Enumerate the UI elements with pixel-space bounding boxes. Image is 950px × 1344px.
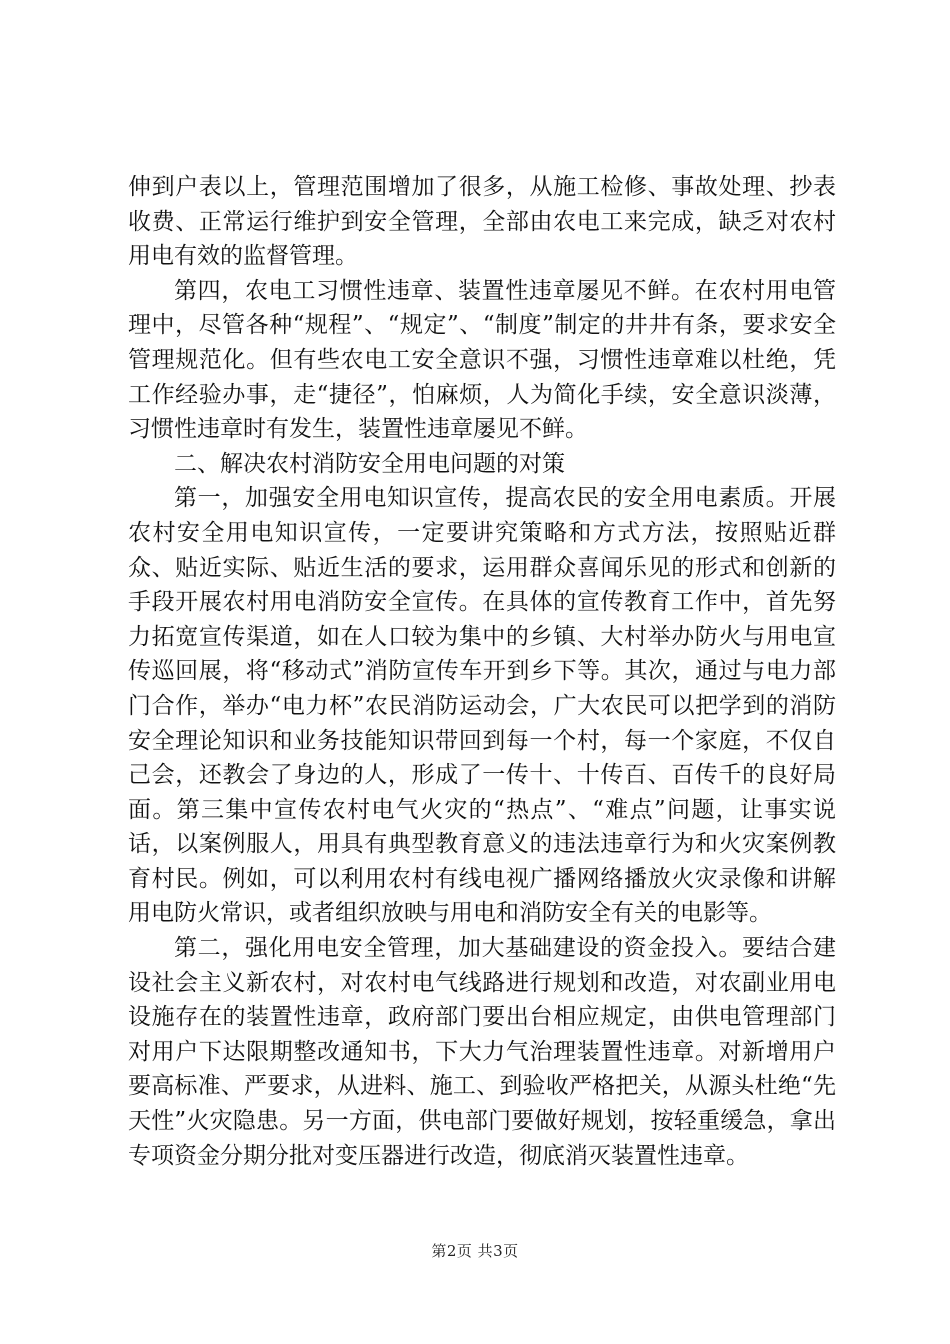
paragraph-first-measure: 第一，加强安全用电知识宣传，提高农民的安全用电素质。开展农村安全用电知识宣传，一定要讲究策略和方式方法，按照贴近群众、贴近实际、贴近生活的要求，运用群众喜闻乐见的形式和创新的手段开展农村用电消防安全宣传。在具体的宣传教育工作中，首先努力拓宽宣传渠道，如在人口较为集中的乡镇、大村举办防火与用电宣传巡回展，将“移动式”消防宣传车开到乡下等。其次，通过与电力部门合作，举办“电力杯”农民消防运动会，广大农民可以把学到的消防安全理论知识和业务技能知识带回到每一个村，每一个家庭，不仅自己会，还教会了身边的人，形成了一传十、十传百、百传千的良好局面。第三集中宣传农村电气火灾的“热点”、“难点”问题，让事实说话，以案例服人，用具有典型教育意义的违法违章行为和火灾案例教育村民。例如，可以利用农村有线电视广播网络播放火灾录像和讲解用电防火常识，或者组织放映与用电和消防安全有关的电影等。 — [128, 485, 836, 927]
page-footer: 第2页 共3页 — [431, 1242, 519, 1260]
paragraph-continuation: 伸到户表以上，管理范围增加了很多，从施工检修、事故处理、抄表收费、正常运行维护到安全管理，全部由农电工来完成，缺乏对农村用电有效的监督管理。 — [128, 174, 836, 270]
paragraph-fourth-point: 第四，农电工习惯性违章、装置性违章屡见不鲜。在农村用电管理中，尽管各种“规程”、“规定”、“制度”制定的井井有条，要求安全管理规范化。但有些农电工安全意识不强，习惯性违章难以杜绝，凭工作经验办事，走“捷径”，怕麻烦，人为简化手续，安全意识淡薄，习惯性违章时有发生，装置性违章屡见不鲜。 — [128, 277, 836, 443]
paragraph-second-measure: 第二，强化用电安全管理，加大基础建设的资金投入。要结合建设社会主义新农村，对农村电气线路进行规划和改造，对农副业用电设施存在的装置性违章，政府部门要出台相应规定，由供电管理部门对用户下达限期整改通知书，下大力气治理装置性违章。对新增用户要高标准、严要求，从进料、施工、到验收严格把关，从源头杜绝“先天性”火灾隐患。另一方面，供电部门要做好规划，按轻重缓急，拿出专项资金分期分批对变压器进行改造，彻底消灭装置性违章。 — [128, 935, 836, 1169]
document-body — [128, 170, 836, 1173]
section-heading: 二、解决农村消防安全用电问题的对策 — [174, 450, 565, 477]
